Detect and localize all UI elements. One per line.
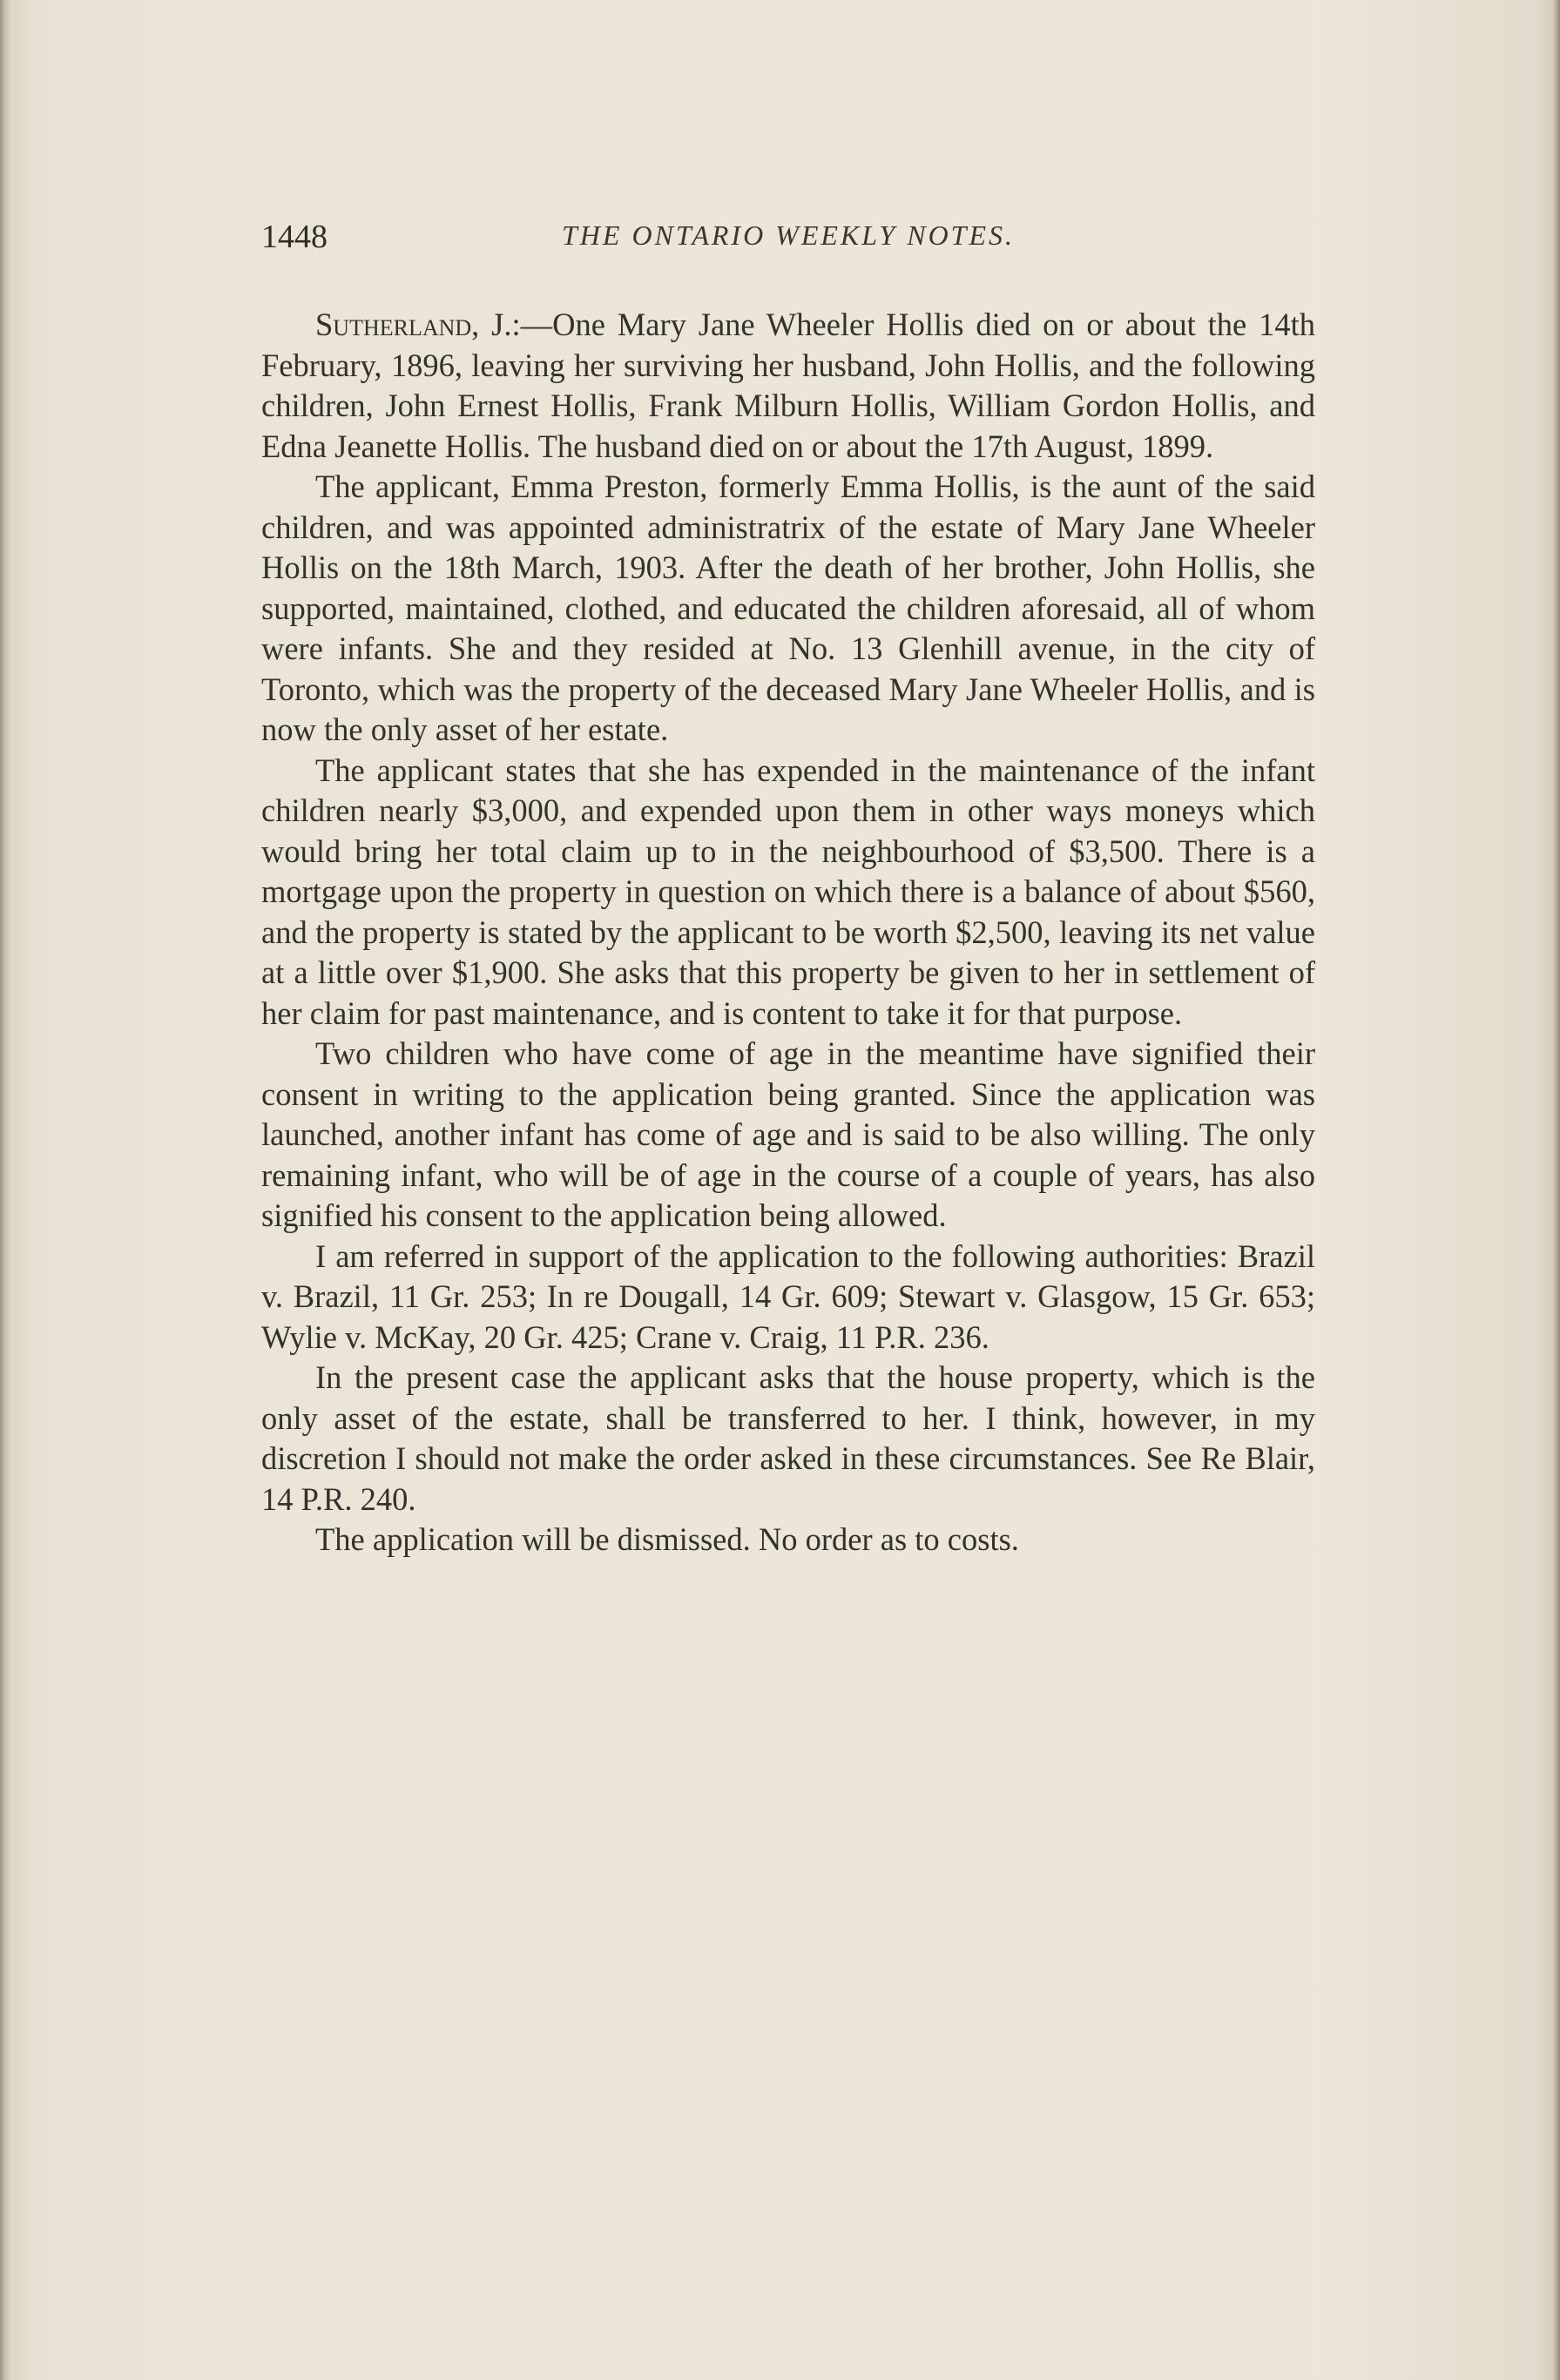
page-edge-right — [1551, 0, 1560, 2380]
opening-paragraph — [261, 305, 1315, 467]
paragraph-discretion: In the present case the applicant asks that the house property, which is the only asset of the estate, shall be transferred to her. I think, however, in my discretion I should not make the order asked in these circumstances. See Re Blair, 14 P.R. 240. — [261, 1359, 1315, 1517]
running-head: THE ONTARIO WEEKLY NOTES. — [561, 219, 1016, 251]
paragraph-authorities: I am referred in support of the application to the following authorities: Brazil v. Brazil, 11 Gr. 253; In re Dougall, 14 Gr. 609; Stewart v. Glasgow, 15 Gr. 653; Wylie v. McKay, 20 Gr. 425; Crane v. Craig, 11 P.R. 236. — [261, 1237, 1315, 1355]
paragraph-applicant: The applicant, Emma Preston, formerly Emma Hollis, is the aunt of the said children, and was appointed administratrix of the estate of Mary Jane Wheeler Hollis on the 18th March, 1903. After the death of her brother, John Hollis, she supported, maintained, clothed, and educated the children aforesaid, all of whom were infants. She and they resided at No. 13 Glenhill avenue, in the city of Toronto, which was the property of the deceased Mary Jane Wheeler Hollis, and is now the only asset of her estate. — [261, 469, 1315, 747]
page-number: 1448 — [261, 219, 328, 255]
paragraph-claim: The applicant states that she has expended in the maintenance of the infant children nearly $3,000, and expended upon them in other ways moneys which would bring her total claim up to in the neighbourhood of $3,500. There is a mortgage upon the property in question on which there is a balance of about $560, and the property is stated by the applicant to be worth $2,500, leaving its net value at a little over $1,900. She asks that this property be given to her in settlement of her claim for past maintenance, and is content to take it for that purpose. — [261, 752, 1315, 1031]
judge-name: Sutherland, J. — [315, 307, 512, 342]
paragraph-consent: Two children who have come of age in the meantime have signified their consent in writing to the application being granted. Since the application was launched, another infant has come of age and is said to be also willing. The only remaining infant, who will be of age in the course of a couple of years, has also signified his consent to the application being allowed. — [261, 1035, 1315, 1233]
paragraph-disposition: The application will be dismissed. No order as to costs. — [315, 1521, 1019, 1557]
page-header — [261, 218, 1315, 261]
opening-text: :—One Mary Jane Wheeler Hollis died on or about the 14th February, 1896, leaving her surviving her husband, John Hollis, and the following children, John Ernest Hollis, Frank Milburn Hollis, William Gordon Hollis, and Edna Jeanette Hollis. The husband died on or about the 17th August, 1899. — [261, 307, 1316, 464]
page-edge-left — [0, 0, 12, 2380]
judgment-text — [261, 305, 1315, 1561]
